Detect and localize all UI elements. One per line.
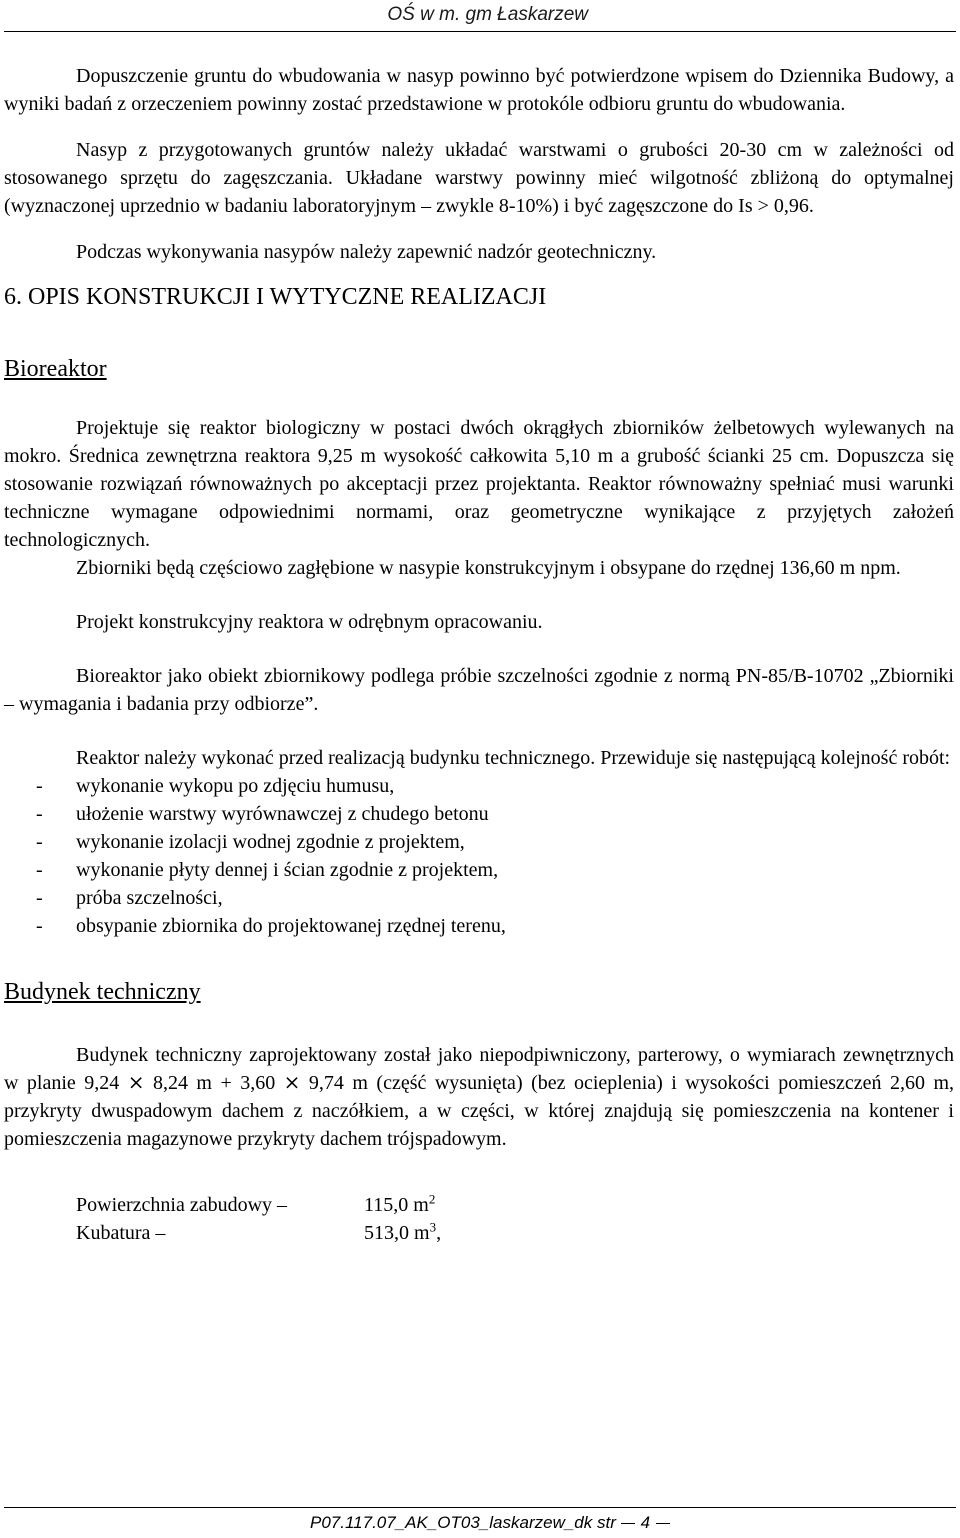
list-dash: - bbox=[36, 803, 43, 825]
page-footer bbox=[310, 1512, 670, 1534]
list-dash: - bbox=[36, 859, 43, 881]
stat-row-area bbox=[4, 1191, 954, 1219]
list-item: - próba szczelności, bbox=[4, 884, 954, 912]
paragraph-reactor-description: Projektuje się reaktor biologiczny w postaci dwóch okrągłych zbiorników żelbetowych wylewanych na mokro. Średnica zewnętrzna reaktora 9,25 m wysokość całkowita 5,10 m a grubość ścianki 25 cm. Dopuszcza się stosowanie rozwiązań równoważnych po akceptacji przez projektanta. Reaktor równoważny spełniać musi warunki techniczne wymagane odpowiednimi normami, oraz geometryczne wynikające z przyjętych założeń technologicznych. bbox=[4, 417, 954, 551]
subheading-bioreaktor: Bioreaktor bbox=[4, 356, 107, 382]
list-item: - obsypanie zbiornika do projektowanej rzędnej terenu, bbox=[4, 912, 954, 940]
paragraph-structural-project: Projekt konstrukcyjny reaktora w odrębnym opracowaniu. bbox=[76, 611, 543, 633]
document-header-title: OŚ w m. gm Łaskarzew bbox=[387, 4, 588, 25]
list-dash: - bbox=[36, 915, 43, 937]
list-item: - wykonanie wykopu po zdjęciu humusu, bbox=[4, 772, 954, 800]
footer-divider bbox=[4, 1507, 956, 1508]
list-dash: - bbox=[36, 775, 43, 797]
header-divider bbox=[4, 31, 956, 32]
paragraph-embankment-layers: Nasyp z przygotowanych gruntów należy układać warstwami o grubości 20-30 cm w zależności od stosowanego sprzętu do zagęszczania. Układane warstwy powinny mieć wilgotność zbliżoną do optymalnej (wyznaczonej uprzednio w badaniu laboratoryjnym – zwykle 8-10%) i być zagęszczone do Is > 0,96. bbox=[4, 139, 954, 217]
stat-label-area: Powierzchnia zabudowy – bbox=[76, 1194, 288, 1216]
section-heading-construction: 6. OPIS KONSTRUKCJI I WYTYCZNE REALIZACJI bbox=[4, 284, 547, 310]
paragraph-geotechnical-supervision: Podczas wykonywania nasypów należy zapewnić nadzór geotechniczny. bbox=[76, 241, 657, 263]
building-stats bbox=[4, 1191, 954, 1247]
works-list bbox=[4, 772, 954, 940]
list-item: - ułożenie warstwy wyrównawczej z chudego betonu bbox=[4, 800, 954, 828]
footer-doc-code: P07.117.07_AK_OT03_laskarzew_dk str bbox=[310, 1513, 616, 1532]
list-dash: - bbox=[36, 887, 43, 909]
paragraph-works-order: Reaktor należy wykonać przed realizacją budynku technicznego. Przewiduje się następującą kolejność robót: bbox=[76, 747, 951, 769]
stat-label-volume: Kubatura – bbox=[76, 1222, 166, 1244]
document-body bbox=[4, 62, 954, 1247]
footer-page-number: 4 bbox=[640, 1513, 651, 1532]
paragraph-tightness-test: Bioreaktor jako obiekt zbiornikowy podlega próbie szczelności zgodnie z normą PN-85/B-10702 „Zbiorniki – wymagania i badania przy odbiorze”. bbox=[4, 665, 954, 715]
stat-row-volume bbox=[4, 1219, 954, 1247]
subheading-budynek-techniczny: Budynek techniczny bbox=[4, 979, 201, 1005]
list-dash: - bbox=[36, 831, 43, 853]
list-item: - wykonanie izolacji wodnej zgodnie z projektem, bbox=[4, 828, 954, 856]
footer-dash bbox=[656, 1523, 670, 1524]
paragraph-technical-building: Budynek techniczny zaprojektowany został jako niepodpiwniczony, parterowy, o wymiarach zewnętrznych w planie 9,24 ⨯ 8,24 m + 3,60 ⨯ 9,74 m (część wysunięta) (bez ocieplenia) i wysokości pomieszczeń 2,60 m, przykryty dwuspadowym dachem z naczółkiem, a w części, w której znajdują się pomieszczenia na kontener i pomieszczenia magazynowe przykryty dachem trójspadowym. bbox=[4, 1044, 954, 1150]
paragraph-soil-acceptance: Dopuszczenie gruntu do wbudowania w nasyp powinno być potwierdzone wpisem do Dziennika Budowy, a wyniki badań z orzeczeniem powinny zostać przedstawione w protokóle odbioru gruntu do wbudowania. bbox=[4, 65, 954, 115]
stat-value-volume: 513,0 $m^3$, bbox=[364, 1219, 442, 1244]
footer-dash bbox=[621, 1523, 635, 1524]
list-item: - wykonanie płyty dennej i ścian zgodnie z projektem, bbox=[4, 856, 954, 884]
stat-value-area: 115,0 $m^2$ bbox=[364, 1191, 436, 1216]
paragraph-tanks-embedding: Zbiorniki będą częściowo zagłębione w nasypie konstrukcyjnym i obsypane do rzędnej 136,60 m npm. bbox=[76, 557, 901, 579]
